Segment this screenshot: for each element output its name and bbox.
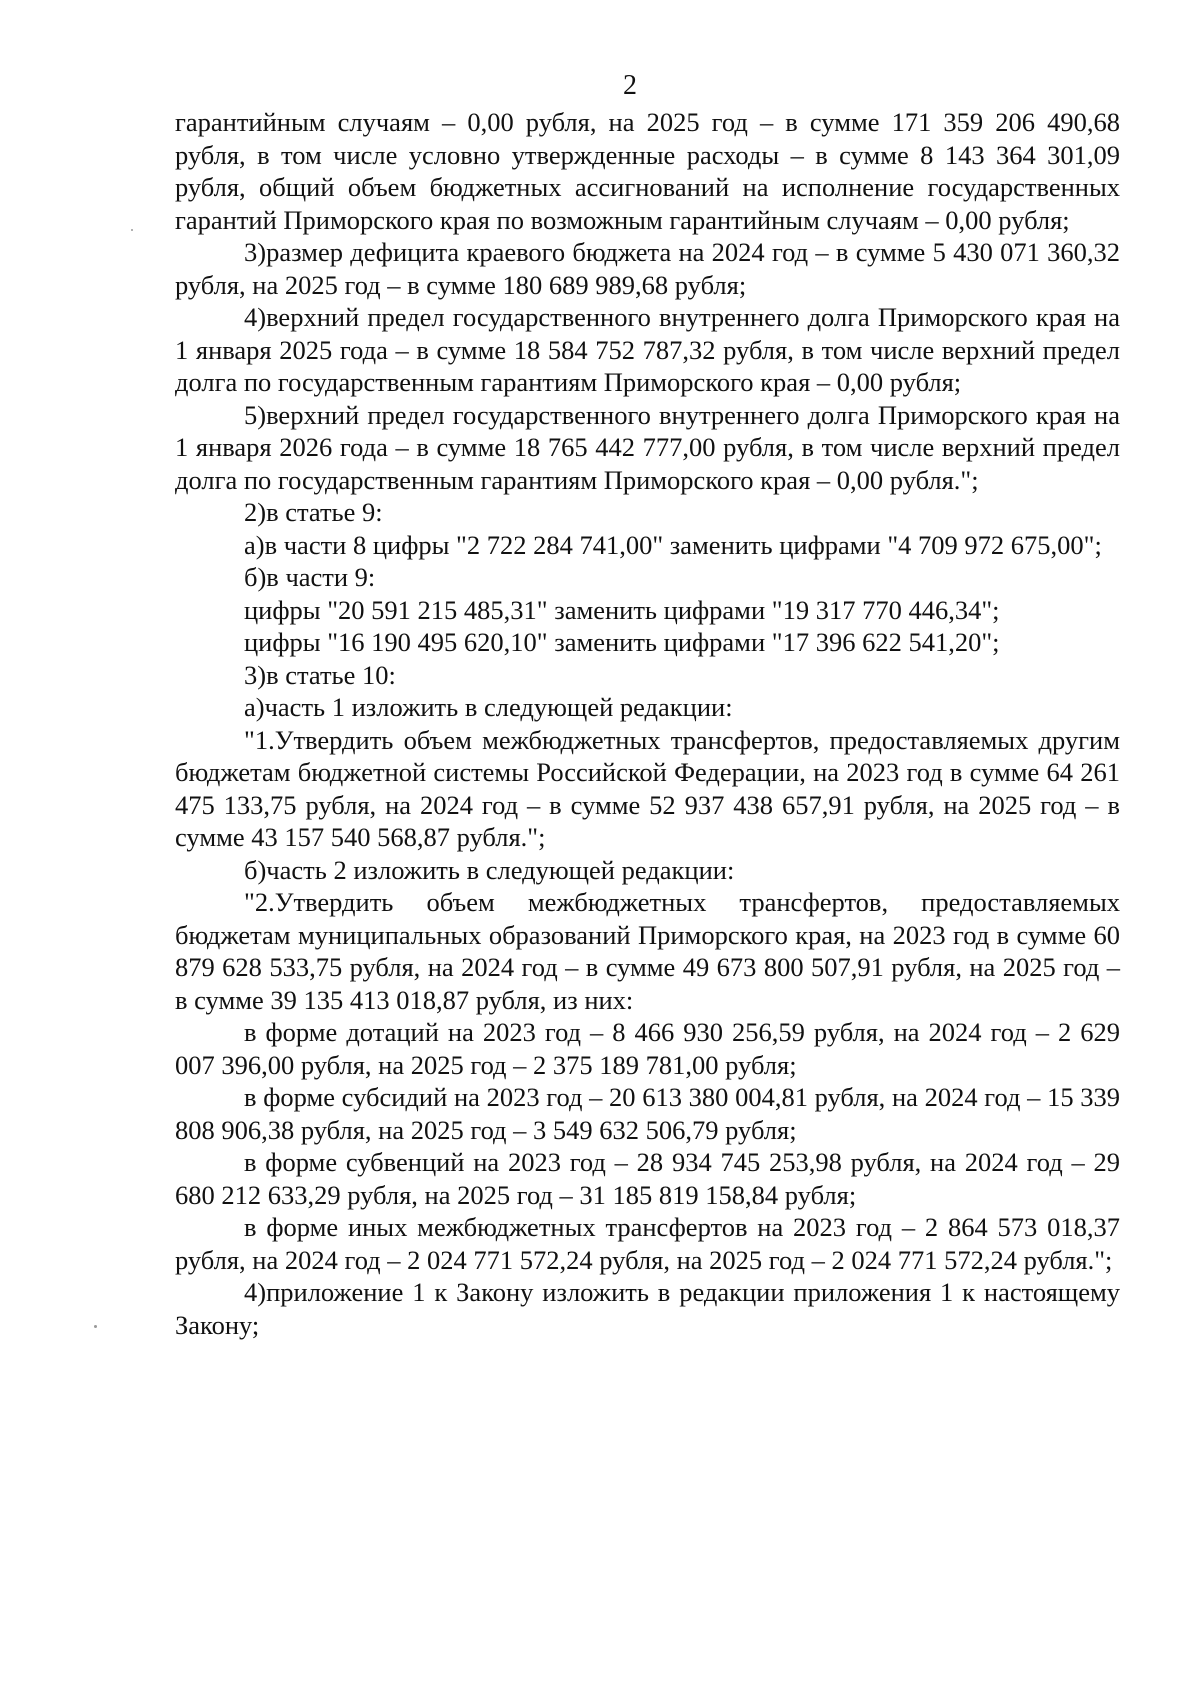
paragraph-article-10-part-1-text: "1.Утвердить объем межбюджетных трансфертов, предоставляемых другим бюджетам бюджетной системы Российской Федерации, на 2023 год в сумме 64 261 475 133,75 рубля, на 2024 год – в сумме 52 937 438 657,91 рубля, на 2025 год – в сумме 43 157 540 568,87 рубля."; xyxy=(175,724,1120,852)
scan-speck xyxy=(131,229,133,231)
paragraph-item-4-debt-2025: 4)верхний предел государственного внутреннего долга Приморского края на 1 января 2025 года – в сумме 18 584 752 787,32 рубля, в том числе верхний предел долга по государственным гарантиям Приморского края – 0,00 рубля; xyxy=(175,302,1120,397)
paragraph-article-9: 2)в статье 9: xyxy=(244,497,383,527)
paragraph-item-3-deficit: 3)размер дефицита краевого бюджета на 2024 год – в сумме 5 430 071 360,32 рубля, на 2025 год – в сумме 180 689 989,68 рубля; xyxy=(175,237,1120,300)
paragraph-subsidies: в форме субсидий на 2023 год – 20 613 380 004,81 рубля, на 2024 год – 15 339 808 906,38 рубля, на 2025 год – 3 549 632 506,79 рубля; xyxy=(175,1082,1120,1145)
page-number: 2 xyxy=(623,70,637,101)
paragraph-article-10: 3)в статье 10: xyxy=(244,659,396,690)
paragraph-replace-figures-1: цифры "20 591 215 485,31" заменить цифрами "19 317 770 446,34"; xyxy=(244,594,1000,625)
document-body xyxy=(175,106,1120,1341)
paragraph-item-5-debt-2026: 5)верхний предел государственного внутреннего долга Приморского края на 1 января 2026 года – в сумме 18 765 442 777,00 рубля, в том числе верхний предел долга по государственным гарантиям Приморского края – 0,00 рубля."; xyxy=(175,399,1120,495)
paragraph-other-transfers: в форме иных межбюджетных трансфертов на 2023 год – 2 864 573 018,37 рубля, на 2024 год – 2 024 771 572,24 рубля, на 2025 год – 2 024 771 572,24 рубля."; xyxy=(175,1212,1120,1275)
paragraph-article-10-part-2-intro: б)часть 2 изложить в следующей редакции: xyxy=(244,854,735,885)
paragraph-replace-figures-2: цифры "16 190 495 620,10" заменить цифрами "17 396 622 541,20"; xyxy=(244,627,1000,657)
paragraph-subventions: в форме субвенций на 2023 год – 28 934 745 253,98 рубля, на 2024 год – 29 680 212 633,29 рубля, на 2025 год – 31 185 819 158,84 рубля; xyxy=(175,1147,1120,1210)
paragraph-article-10-part-1-intro: а)часть 1 изложить в следующей редакции: xyxy=(244,692,733,722)
paragraph-article-9-part-9: б)в части 9: xyxy=(244,562,376,592)
paragraph-subsidies-dotations: в форме дотаций на 2023 год – 8 466 930 256,59 рубля, на 2024 год – 2 629 007 396,00 рубля, на 2025 год – 2 375 189 781,00 рубля; xyxy=(175,1017,1120,1080)
paragraph-item-4-appendix: 4)приложение 1 к Закону изложить в редакции приложения 1 к настоящему Закону; xyxy=(175,1277,1120,1340)
paragraph-continuation: гарантийным случаям – 0,00 рубля, на 2025 год – в сумме 171 359 206 490,68 рубля, в том числе условно утвержденные расходы – в сумме 8 143 364 301,09 рубля, общий объем бюджетных ассигнований на исполнение государственных гарантий Приморского края по возможным гарантийным случаям – 0,00 рубля; xyxy=(175,107,1120,235)
scan-speck xyxy=(94,1325,97,1328)
paragraph-article-10-part-2-text: "2.Утвердить объем межбюджетных трансфертов, предоставляемых бюджетам муниципальных образований Приморского края, на 2023 год в сумме 60 879 628 533,75 рубля, на 2024 год – в сумме 49 673 800 507,91 рубля, на 2025 год – в сумме 39 135 413 018,87 рубля, из них: xyxy=(175,887,1120,1015)
paragraph-article-9-part-8: а)в части 8 цифры "2 722 284 741,00" заменить цифрами "4 709 972 675,00"; xyxy=(244,529,1102,560)
